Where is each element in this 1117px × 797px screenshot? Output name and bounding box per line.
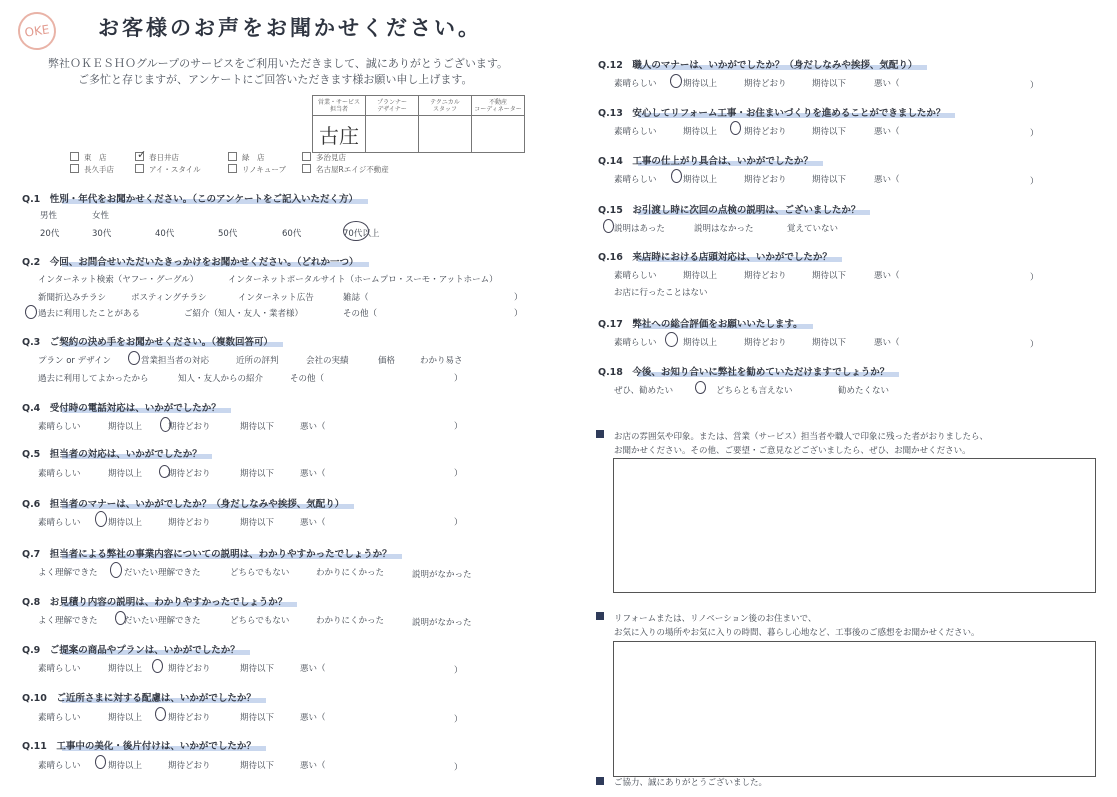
option-dont-remember[interactable]: 覚えていない — [787, 224, 839, 234]
paren-close: ） — [1030, 81, 1039, 91]
comment-2-prompt-line-2: お気に入りの場所やお気に入りの時間、暮らし心地など、工事後のご感想をお聞かせください。 — [614, 628, 980, 638]
option-excellent[interactable]: 素晴らしい — [614, 338, 657, 348]
comment-1-prompt-line-2: お聞かせください。その他、ご要望・ご意見などございましたら、ぜひ、お聞かせください。 — [614, 446, 971, 456]
question-5: Q.5 担当者の対応は、いかがでしたか？ — [22, 446, 202, 460]
option-below-expectation[interactable]: 期待以下 — [812, 79, 847, 89]
option-above-expectation[interactable]: 期待以上 — [683, 127, 718, 137]
option-excellent[interactable]: 素晴らしい — [614, 79, 657, 89]
intro-line-1: 弊社ＯＫＥＳＨＯグループのサービスをご利用いただきまして、誠にありがとうございます。 — [48, 57, 509, 70]
option-as-expected[interactable]: 期待どおり — [168, 713, 211, 723]
question-16: Q.16 来店時における店頭対応は、いかがでしたか？ — [598, 249, 832, 263]
option-above-expectation[interactable]: 期待以上 — [683, 79, 718, 89]
option-bad[interactable]: 悪い（ — [300, 518, 326, 528]
selected-circle-mark — [603, 219, 614, 233]
option-clarity[interactable]: わかり易さ — [420, 356, 463, 366]
paren-close: ） — [454, 469, 463, 479]
paren-close: ） — [454, 374, 463, 384]
question-18: Q.18 今後、お知り合いに弊社を勧めていただけますでしょうか？ — [598, 364, 889, 378]
paren-close: ） — [1030, 273, 1039, 283]
store-option[interactable]: アイ・スタイル — [135, 164, 201, 175]
store-option[interactable]: 名古屋Rエイジ不動産 — [302, 164, 389, 175]
selected-circle-mark — [159, 465, 170, 478]
option-bad[interactable]: 悪い（ — [874, 175, 900, 185]
checkbox-icon — [228, 164, 237, 173]
option-above-expectation[interactable]: 期待以上 — [683, 175, 718, 185]
staff-header-realestate: 不動産 コーディネーター — [472, 96, 525, 116]
paren-close: ） — [454, 666, 463, 676]
option-as-expected[interactable]: 期待どおり — [168, 518, 211, 528]
selected-circle-mark — [695, 381, 706, 394]
option-internet-search[interactable]: インターネット検索（ヤフー・グーグル） — [38, 275, 199, 285]
store-option[interactable]: 緑 店 — [228, 152, 265, 163]
paren-close: ） — [514, 293, 523, 303]
checkbox-icon — [302, 164, 311, 173]
option-excellent[interactable]: 素晴らしい — [38, 713, 81, 723]
paren-close: ） — [514, 309, 523, 319]
option-bad[interactable]: 悪い（ — [300, 664, 326, 674]
option-excellent[interactable]: 素晴らしい — [38, 518, 81, 528]
option-above-expectation[interactable]: 期待以上 — [108, 713, 143, 723]
option-bad[interactable]: 悪い（ — [874, 79, 900, 89]
question-12: Q.12 職人のマナーは、いかがでしたか？（身だしなみや挨拶、気配り） — [598, 57, 917, 71]
option-sales-response[interactable]: 営業担当者の対応 — [141, 356, 210, 366]
option-female[interactable]: 女性 — [92, 211, 110, 221]
selected-circle-mark — [128, 351, 140, 365]
question-10: Q.10 ご近所さまに対する配慮は、いかがでしたか？ — [22, 690, 256, 704]
option-referral[interactable]: ご紹介（知人・友人・業者様） — [184, 309, 304, 319]
option-above-expectation[interactable]: 期待以上 — [108, 761, 143, 771]
option-below-expectation[interactable]: 期待以下 — [240, 761, 275, 771]
option-below-expectation[interactable]: 期待以下 — [240, 422, 275, 432]
option-as-expected[interactable]: 期待どおり — [744, 338, 787, 348]
selected-circle-mark — [95, 755, 106, 769]
option-never-visited-store[interactable]: お店に行ったことはない — [614, 288, 708, 298]
option-as-expected[interactable]: 期待どおり — [744, 175, 787, 185]
option-below-expectation[interactable]: 期待以下 — [812, 175, 847, 185]
checkbox-icon — [302, 152, 311, 161]
checkbox-icon — [228, 152, 237, 161]
selected-circle-mark — [670, 74, 682, 88]
option-want-to-recommend[interactable]: ぜひ、勧めたい — [614, 386, 674, 396]
option-other[interactable]: その他（ — [290, 374, 325, 384]
option-excellent[interactable]: 素晴らしい — [614, 127, 657, 137]
option-understood-well[interactable]: よく理解できた — [38, 616, 98, 626]
paren-close: ） — [1030, 129, 1039, 139]
question-3: Q.3 ご契約の決め手をお聞かせください。（複数回答可） — [22, 334, 273, 348]
option-bad[interactable]: 悪い（ — [874, 127, 900, 137]
store-option[interactable]: ✓ 春日井店 — [137, 148, 179, 162]
option-hard-to-understand[interactable]: わかりにくかった — [316, 568, 385, 578]
option-below-expectation[interactable]: 期待以下 — [240, 713, 275, 723]
bullet-square-icon — [596, 430, 604, 438]
question-2: Q.2 今回、お問合せいただいたきっかけをお聞かせください。（どれか一つ） — [22, 254, 359, 268]
staff-realestate-name[interactable] — [472, 116, 525, 153]
option-excellent[interactable]: 素晴らしい — [38, 664, 81, 674]
question-4: Q.4 受付時の電話対応は、いかがでしたか？ — [22, 400, 221, 414]
option-price[interactable]: 価格 — [378, 356, 396, 366]
option-good-past-experience[interactable]: 過去に利用してよかったから — [38, 374, 149, 384]
store-option[interactable]: 東 店 — [70, 152, 107, 163]
option-as-expected[interactable]: 期待どおり — [744, 79, 787, 89]
option-above-expectation[interactable]: 期待以上 — [108, 518, 143, 528]
option-excellent[interactable]: 素晴らしい — [38, 469, 81, 479]
staff-header-sales: 営業・サービス 担当者 — [313, 96, 366, 116]
option-used-before[interactable]: 過去に利用したことがある — [38, 309, 141, 319]
selected-circle-mark — [152, 659, 163, 673]
paren-close: ） — [454, 715, 463, 725]
selected-circle-mark — [110, 562, 122, 578]
bullet-square-icon — [596, 777, 604, 785]
checkbox-icon — [135, 164, 144, 173]
selected-circle-mark — [25, 305, 37, 319]
paren-close: ） — [454, 518, 463, 528]
option-excellent[interactable]: 素晴らしい — [38, 761, 81, 771]
option-no-explanation[interactable]: 説明がなかった — [412, 570, 472, 580]
option-below-expectation[interactable]: 期待以下 — [812, 338, 847, 348]
selected-circle-mark — [95, 511, 107, 527]
question-13: Q.13 安心してリフォーム工事・お住まいづくりを進めることができましたか？ — [598, 105, 945, 119]
option-age-30s[interactable]: 30代 — [92, 229, 112, 239]
selected-circle-mark — [665, 332, 678, 347]
page-title: お客様のお声をお聞かせください。 — [98, 16, 482, 40]
option-below-expectation[interactable]: 期待以下 — [240, 664, 275, 674]
option-posting-flyer[interactable]: ポスティングチラシ — [131, 293, 207, 303]
question-17: Q.17 弊社への総合評価をお願いいたします。 — [598, 316, 803, 330]
option-above-expectation[interactable]: 期待以上 — [108, 664, 143, 674]
comment-1-textarea[interactable] — [613, 458, 1096, 593]
option-age-40s[interactable]: 40代 — [155, 229, 175, 239]
option-internet-ad[interactable]: インターネット広告 — [238, 293, 314, 303]
option-as-expected[interactable]: 期待どおり — [168, 469, 211, 479]
selected-circle-mark — [155, 707, 166, 721]
option-plan-design[interactable]: プラン or デザイン — [38, 356, 112, 366]
bullet-square-icon — [596, 612, 604, 620]
question-15: Q.15 お引渡し時に次回の点検の説明は、ございましたか？ — [598, 202, 860, 216]
staff-technical-name[interactable] — [419, 116, 472, 153]
staff-sales-name[interactable]: 古庄 — [313, 116, 366, 153]
option-mostly-understood[interactable]: だいたい理解できた — [124, 616, 201, 626]
option-below-expectation[interactable]: 期待以下 — [240, 518, 275, 528]
option-reputation[interactable]: 近所の評判 — [236, 356, 279, 366]
option-age-50s[interactable]: 50代 — [218, 229, 238, 239]
question-8: Q.8 お見積り内容の説明は、わかりやすかったでしょうか？ — [22, 594, 287, 608]
option-as-expected[interactable]: 期待どおり — [168, 664, 211, 674]
option-below-expectation[interactable]: 期待以下 — [812, 127, 847, 137]
option-other[interactable]: その他（ — [343, 309, 378, 319]
selected-circle-mark — [343, 221, 369, 241]
option-excellent[interactable]: 素晴らしい — [38, 422, 81, 432]
option-as-expected[interactable]: 期待どおり — [168, 422, 211, 432]
option-age-20s[interactable]: 20代 — [40, 229, 60, 239]
option-above-expectation[interactable]: 期待以上 — [108, 469, 143, 479]
option-below-expectation[interactable]: 期待以下 — [240, 469, 275, 479]
option-bad[interactable]: 悪い（ — [874, 338, 900, 348]
option-age-70s-plus[interactable]: 70代以上 — [343, 229, 380, 239]
option-no-explanation[interactable]: 説明がなかった — [412, 618, 472, 628]
option-as-expected[interactable]: 期待どおり — [744, 271, 787, 281]
option-portal-site[interactable]: インターネットポータルサイト（ホームプロ・スーモ・アットホーム） — [228, 275, 498, 285]
option-understood-well[interactable]: よく理解できた — [38, 568, 98, 578]
comment-2-textarea[interactable] — [613, 641, 1096, 777]
option-track-record[interactable]: 会社の実績 — [306, 356, 349, 366]
selected-circle-mark — [671, 169, 682, 183]
store-option[interactable]: 多治見店 — [302, 152, 346, 163]
option-age-60s[interactable]: 60代 — [282, 229, 302, 239]
option-undecided[interactable]: どちらとも言えない — [716, 386, 793, 396]
option-above-expectation[interactable]: 期待以上 — [683, 338, 718, 348]
option-bad[interactable]: 悪い（ — [300, 469, 326, 479]
question-6: Q.6 担当者のマナーは、いかがでしたか？（身だしなみや挨拶、気配り） — [22, 496, 344, 510]
question-7: Q.7 担当者による弊社の事業内容についての説明は、わかりやすかったでしょうか？ — [22, 546, 392, 560]
option-hard-to-understand[interactable]: わかりにくかった — [316, 616, 385, 626]
checkbox-icon — [70, 164, 79, 173]
paren-close: ） — [454, 422, 463, 432]
option-neutral[interactable]: どちらでもない — [230, 616, 290, 626]
paren-close: ） — [1030, 340, 1039, 350]
company-seal-stamp: OKE — [16, 10, 59, 53]
option-as-expected[interactable]: 期待どおり — [744, 127, 787, 137]
option-excellent[interactable]: 素晴らしい — [614, 175, 657, 185]
staff-planner-name[interactable] — [366, 116, 419, 153]
store-option[interactable]: リノキューブ — [228, 164, 286, 175]
option-friend-referral[interactable]: 知人・友人からの紹介 — [178, 374, 264, 384]
staff-header-technical: テクニカル スタッフ — [419, 96, 472, 116]
question-14: Q.14 工事の仕上がり具合は、いかがでしたか？ — [598, 153, 813, 167]
option-excellent[interactable]: 素晴らしい — [614, 271, 657, 281]
option-neutral[interactable]: どちらでもない — [230, 568, 290, 578]
paren-close: ） — [454, 763, 463, 773]
selected-circle-mark — [730, 121, 741, 135]
comment-1-prompt-line-1: お店の雰囲気や印象。または、営業（サービス）担当者や職人で印象に残った者がおりましたら、 — [614, 432, 989, 442]
option-magazine[interactable]: 雑誌（ — [343, 293, 369, 303]
checkbox-icon — [70, 152, 79, 161]
option-not-recommend[interactable]: 勧めたくない — [838, 386, 890, 396]
intro-line-2: ご多忙と存じますが、アンケートにご回答いただきます様お願い申し上げます。 — [78, 73, 473, 86]
staff-header-planner: プランナー デザイナー — [366, 96, 419, 116]
option-bad[interactable]: 悪い（ — [300, 713, 326, 723]
question-11: Q.11 工事中の美化・後片付けは、いかがでしたか？ — [22, 738, 256, 752]
option-bad[interactable]: 悪い（ — [874, 271, 900, 281]
option-above-expectation[interactable]: 期待以上 — [108, 422, 143, 432]
option-newspaper-flyer[interactable]: 新聞折込みチラシ — [38, 293, 107, 303]
comment-2-prompt-line-1: リフォームまたは、リノベーション後のお住まいで、 — [614, 614, 817, 624]
option-bad[interactable]: 悪い（ — [300, 422, 326, 432]
paren-close: ） — [1030, 177, 1039, 187]
option-explained[interactable]: 説明はあった — [614, 224, 665, 234]
option-mostly-understood[interactable]: だいたい理解できた — [124, 568, 201, 578]
option-bad[interactable]: 悪い（ — [300, 761, 326, 771]
question-9: Q.9 ご提案の商品やプランは、いかがでしたか？ — [22, 642, 240, 656]
selected-circle-mark — [160, 417, 171, 432]
closing-message: ご協力、誠にありがとうございました。 — [614, 778, 768, 788]
option-above-expectation[interactable]: 期待以上 — [683, 271, 718, 281]
store-option[interactable]: 長久手店 — [70, 164, 114, 175]
checkbox-checked-icon: ✓ — [137, 148, 147, 161]
option-below-expectation[interactable]: 期待以下 — [812, 271, 847, 281]
option-as-expected[interactable]: 期待どおり — [168, 761, 211, 771]
option-not-explained[interactable]: 説明はなかった — [694, 224, 754, 234]
question-1: Q.1 性別・年代をお聞かせください。（このアンケートをご記入いただく方） — [22, 191, 358, 205]
option-male[interactable]: 男性 — [40, 211, 58, 221]
staff-table — [312, 95, 525, 153]
